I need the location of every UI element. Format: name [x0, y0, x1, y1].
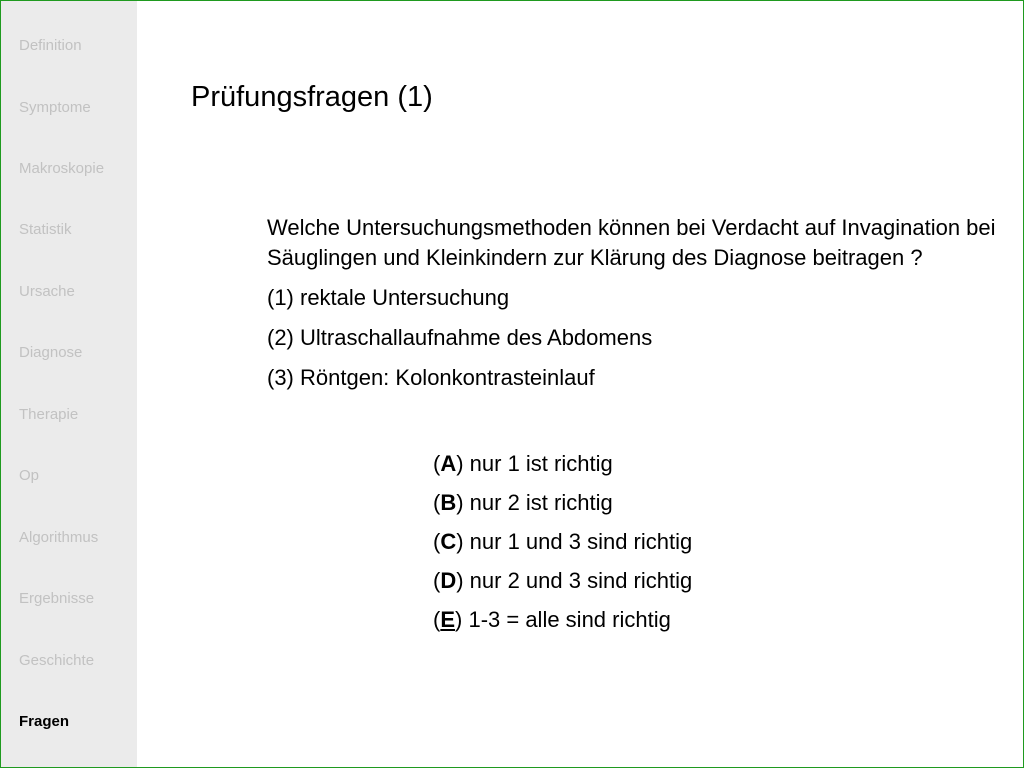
answer-option-d[interactable]: [433, 566, 692, 605]
statement-3: (3) Röntgen: Kolonkontrasteinlauf: [267, 365, 595, 390]
sidebar-item-fragen[interactable]: Fragen: [19, 713, 70, 730]
sidebar-item-makroskopie[interactable]: Makroskopie: [19, 160, 105, 177]
answer-option-c[interactable]: [433, 527, 692, 566]
answer-paren-close: ): [456, 490, 464, 515]
answer-option-e[interactable]: [433, 605, 692, 644]
answer-option-b[interactable]: [433, 488, 692, 527]
answer-paren-open: (: [433, 451, 441, 476]
answer-text-a: nur 1 ist richtig: [463, 451, 613, 476]
answer-paren-close: ): [456, 568, 464, 593]
sidebar-item-algorithmus[interactable]: Algorithmus: [19, 529, 99, 546]
sidebar-item-definition[interactable]: Definition: [19, 37, 82, 54]
sidebar-item-therapie[interactable]: Therapie: [19, 406, 79, 423]
answer-letter-d: D: [440, 568, 457, 593]
question-block: [267, 213, 997, 403]
answer-paren-close: ): [456, 529, 464, 554]
answer-letter-a: A: [440, 451, 457, 476]
answer-letter-e: E: [440, 607, 456, 632]
sidebar-item-statistik[interactable]: Statistik: [19, 221, 72, 238]
answer-paren-open: (: [433, 490, 441, 515]
answer-text-b: nur 2 ist richtig: [463, 490, 613, 515]
sidebar-item-diagnose[interactable]: Diagnose: [19, 344, 83, 361]
sidebar-item-geschichte[interactable]: Geschichte: [19, 652, 95, 669]
answer-options: [433, 449, 692, 644]
sidebar-item-symptome[interactable]: Symptome: [19, 99, 91, 116]
answer-option-a[interactable]: [433, 449, 692, 488]
answer-paren-open: (: [433, 607, 441, 632]
answer-paren-close: ): [456, 451, 464, 476]
sidebar-nav: [1, 1, 137, 767]
answer-letter-b: B: [440, 490, 457, 515]
answer-text-e: 1-3 = alle sind richtig: [462, 607, 671, 632]
answer-text-d: nur 2 und 3 sind richtig: [463, 568, 693, 593]
question-text: Welche Untersuchungsmethoden können bei Verdacht auf Invagination bei Säuglingen und Kleinkindern zur Klärung des Diagnose beitragen ?: [267, 215, 996, 270]
answer-text-c: nur 1 und 3 sind richtig: [463, 529, 693, 554]
answer-paren-close: ): [455, 607, 463, 632]
answer-paren-open: (: [433, 529, 441, 554]
statement-2: (2) Ultraschallaufnahme des Abdomens: [267, 325, 653, 350]
sidebar-item-op[interactable]: Op: [19, 467, 40, 484]
page-title: Prüfungsfragen (1): [191, 81, 433, 113]
answer-letter-c: C: [440, 529, 457, 554]
statement-1: (1) rektale Untersuchung: [267, 285, 510, 310]
sidebar-item-ursache[interactable]: Ursache: [19, 283, 75, 300]
answer-paren-open: (: [433, 568, 441, 593]
sidebar-item-ergebnisse[interactable]: Ergebnisse: [19, 590, 95, 607]
